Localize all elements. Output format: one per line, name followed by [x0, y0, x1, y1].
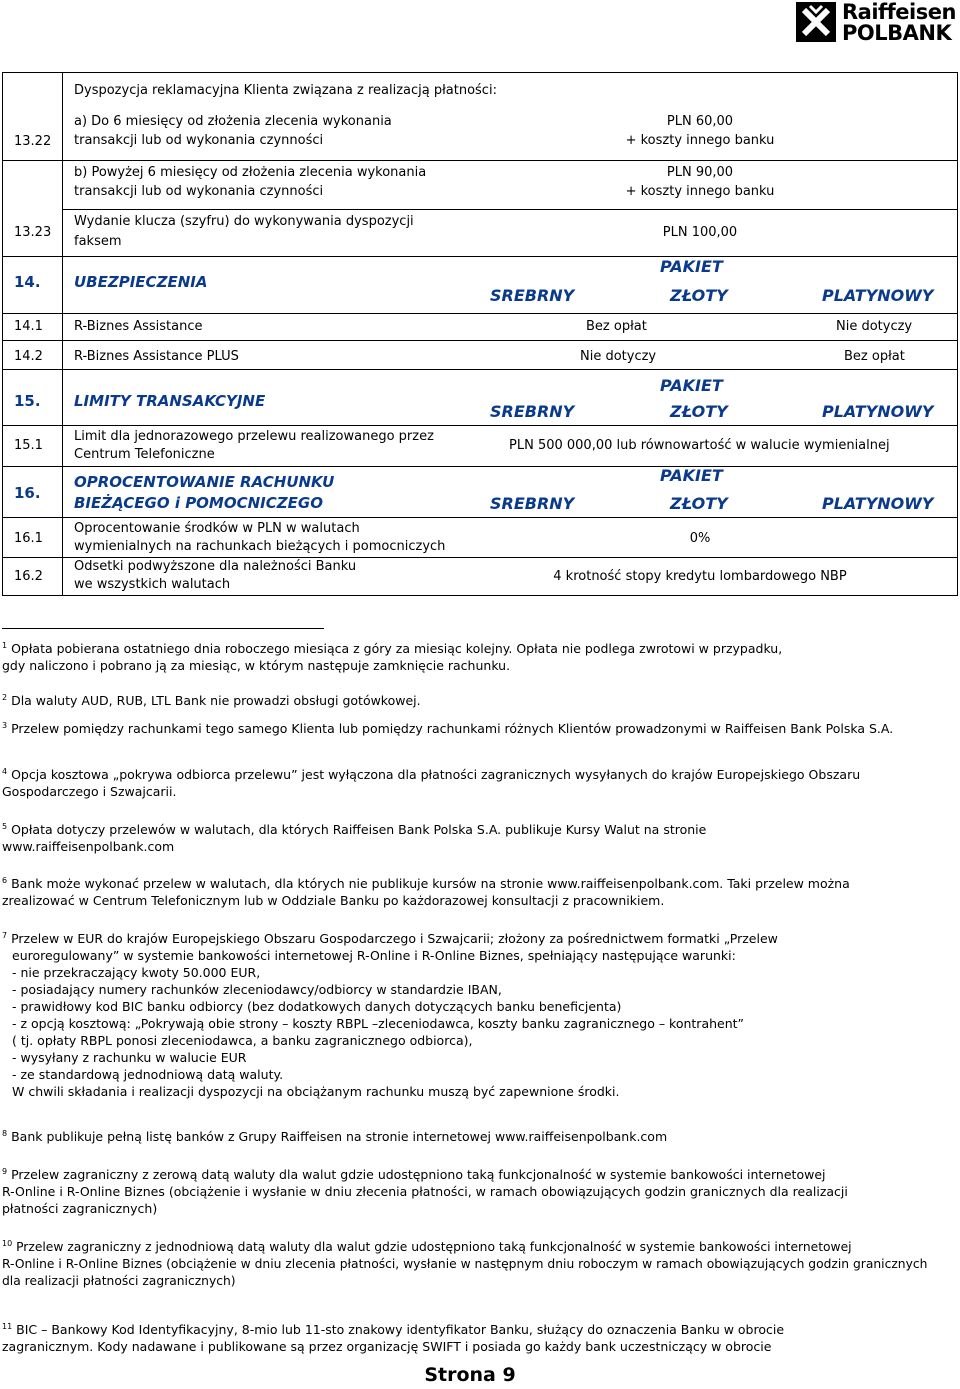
- row-label: R-Biznes Assistance: [74, 319, 203, 334]
- footnote-8: $^8$ Bank publikuje pełną listę banków z Grupy Raiffeisen na stronie internetowej www.raiffeisenpolbank.com: [2, 1129, 668, 1145]
- row-number: 14.1: [14, 319, 43, 334]
- option-a-line1: a) Do 6 miesięcy od złożenia zlecenia wykonania: [74, 114, 392, 129]
- package-zloty: ZŁOTY: [670, 286, 728, 305]
- option-a-line2: transakcji lub od wykonania czynności: [74, 133, 324, 148]
- package-zloty: ZŁOTY: [670, 402, 728, 421]
- row-label-line1: Wydanie klucza (szyfru) do wykonywania dyspozycji: [74, 214, 414, 229]
- page-number: Strona 9: [424, 1364, 516, 1386]
- option-b-line1: b) Powyżej 6 miesięcy od złożenia zlecenia wykonania: [74, 165, 427, 180]
- section-title-line2: BIEŻĄCEGO i POMOCNICZEGO: [74, 494, 323, 512]
- fee-platynowy: Bez opłat: [844, 349, 905, 364]
- row-label-line1: Odsetki podwyższone dla należności Banku: [74, 559, 357, 574]
- fee-srebrny-zloty: Bez opłat: [586, 319, 647, 334]
- row-label-line2: Centrum Telefoniczne: [74, 447, 215, 462]
- section-title: LIMITY TRANSAKCYJNE: [74, 392, 266, 410]
- raiffeisen-cross-icon: [796, 2, 836, 42]
- footnote-3: $^3$ Przelew pomiędzy rachunkami tego samego Klienta lub pomiędzy rachunkami różnych Klientów prowadzonymi w Raiffeisen Bank Polska S.A.: [2, 721, 894, 737]
- row-number: 15.1: [14, 438, 43, 453]
- row-label-line1: Oprocentowanie środków w PLN w walutach: [74, 521, 360, 536]
- section-number: 14.: [14, 273, 41, 291]
- row-number: 14.2: [14, 349, 43, 364]
- footnote-2: $^2$ Dla waluty AUD, RUB, LTL Bank nie prowadzi obsługi gotówkowej.: [2, 693, 421, 709]
- brand-line2: POLBANK: [842, 21, 952, 45]
- option-a-fee-note: + koszty innego banku: [625, 133, 775, 148]
- row-label-line2: faksem: [74, 234, 122, 249]
- footnote-4: $^4$ Opcja kosztowa „pokrywa odbiorca przelewu” jest wyłączona dla płatności zagranicznych wysyłanych do krajów Europejskiego Obszaru Gospodarczego i Szwajcarii.: [2, 767, 861, 800]
- footnote-5: $^5$ Opłata dotyczy przelewów w walutach, dla których Raiffeisen Bank Polska S.A. publikuje Kursy Walut na stronie www.raiffeisenpolbank.com: [2, 822, 707, 855]
- section-number: 16.: [14, 484, 41, 502]
- package-header: PAKIET: [660, 257, 723, 276]
- package-zloty: ZŁOTY: [670, 494, 728, 513]
- row-fee: PLN 100,00: [662, 225, 738, 240]
- row-number: 13.23: [14, 225, 52, 240]
- footnote-10: $^{10}$ Przelew zagraniczny z jednodniową datą waluty dla walut gdzie udostępniono taką funkcjonalność w systemie bankowości internetowej R-Online i R-Online Biznes (obciążenie w dniu zlecenia płatności, wysłanie w następnym dniu roboczym w ramach obowiązujących godzin granicznych dla realizacji płatności zagranicznych): [2, 1239, 928, 1289]
- fee-srebrny-zloty: Nie dotyczy: [580, 349, 657, 364]
- footnote-7: $^7$ Przelew w EUR do krajów Europejskiego Obszaru Gospodarczego i Szwajcarii; złożony za pośrednictwem formatki „Przelew euroregulowany” w systemie bankowości internetowej R-Online i R-Online Biznes, spełniający następujące warunki: - nie przekraczający kwoty 50.000 EUR, - posiadający numery rachunków zleceniodawcy/odbiorcy w standardzie IBAN, - prawidłowy kod BIC banku odbiorcy (bez dodatkowych danych dotyczących banku beneficjenta) - z opcją kosztową: „Pokrywają obie strony – koszty RBPL –zleceniodawca, koszty banku zagranicznego – kontrahent” ( tj. opłaty RBPL ponosi zleceniodawca, a banku zagranicznego odbiorca), - wysyłany z rachunku w walucie EUR - ze standardową jednodniową datą waluty. W chwili składania i realizacji dyspozycji na obciążanym rachunku muszą być zapewnione środki.: [2, 931, 778, 1100]
- option-a-fee: PLN 60,00: [666, 114, 734, 129]
- section-title-line1: OPROCENTOWANIE RACHUNKU: [74, 473, 335, 491]
- footnote-1: $^1$ Opłata pobierana ostatniego dnia roboczego miesiąca z góry za miesiąc kolejny. Opłata nie podlega zwrotowi w przypadku, gdy naliczono i pobrano ją za miesiąc, w którym następuje zamknięcie rachunku.: [2, 641, 783, 674]
- row-number: 13.22: [14, 134, 52, 149]
- section-title: UBEZPIECZENIA: [74, 273, 208, 291]
- footnote-9: $^9$ Przelew zagraniczny z zerową datą waluty dla walut gdzie udostępniono taką funkcjonalność w systemie bankowości internetowej R-Online i R-Online Biznes (obciążenie i wysłanie w dniu złecenia płatności, w ramach obowiązujących godzin granicznych dla realizacji płatności zagranicznych): [2, 1167, 848, 1217]
- row-rate: 4 krotność stopy kredytu lombardowego NBP: [553, 569, 847, 584]
- brand-line1: Raiffeisen: [842, 0, 956, 24]
- row-title: Dyspozycja reklamacyjna Klienta związana z realizacją płatności:: [74, 83, 497, 98]
- package-srebrny: SREBRNY: [490, 494, 575, 513]
- package-platynowy: PLATYNOWY: [822, 494, 934, 513]
- option-b-fee-note: + koszty innego banku: [625, 184, 775, 199]
- row-number: 16.2: [14, 569, 43, 584]
- fee-platynowy: Nie dotyczy: [836, 319, 913, 334]
- footnote-separator: [2, 628, 324, 629]
- option-b-fee: PLN 90,00: [666, 165, 734, 180]
- footnote-11: $^{11}$ BIC – Bankowy Kod Identyfikacyjny, 8-mio lub 11-sto znakowy identyfikator Banku, służący do oznaczenia Banku w obrocie zagranicznym. Kody nadawane i publikowane są przez organizację SWIFT i posiada go każdy bank uczestniczący w obrocie: [2, 1322, 785, 1355]
- row-label-line2: we wszystkich walutach: [74, 577, 231, 592]
- package-header: PAKIET: [660, 376, 723, 395]
- option-b-line2: transakcji lub od wykonania czynności: [74, 184, 324, 199]
- package-platynowy: PLATYNOWY: [822, 286, 934, 305]
- section-number: 15.: [14, 392, 41, 410]
- row-label-line2: wymienialnych na rachunkach bieżących i pomocniczych: [74, 539, 446, 554]
- row-label-line1: Limit dla jednorazowego przelewu realizowanego przez: [74, 429, 434, 444]
- row-rate: 0%: [689, 531, 711, 546]
- package-srebrny: SREBRNY: [490, 286, 575, 305]
- package-header: PAKIET: [660, 466, 723, 485]
- row-number: 16.1: [14, 531, 43, 546]
- footnote-6: $^6$ Bank może wykonać przelew w walutach, dla których nie publikuje kursów na stronie www.raiffeisenpolbank.com. Taki przelew można zrealizować w Centrum Telefonicznym lub w Oddziale Banku po każdorazowej konsultacji z pracownikiem.: [2, 876, 850, 909]
- package-srebrny: SREBRNY: [490, 402, 575, 421]
- package-platynowy: PLATYNOWY: [822, 402, 934, 421]
- row-label: R-Biznes Assistance PLUS: [74, 349, 239, 364]
- row-limit: PLN 500 000,00 lub równowartość w walucie wymienialnej: [509, 438, 890, 453]
